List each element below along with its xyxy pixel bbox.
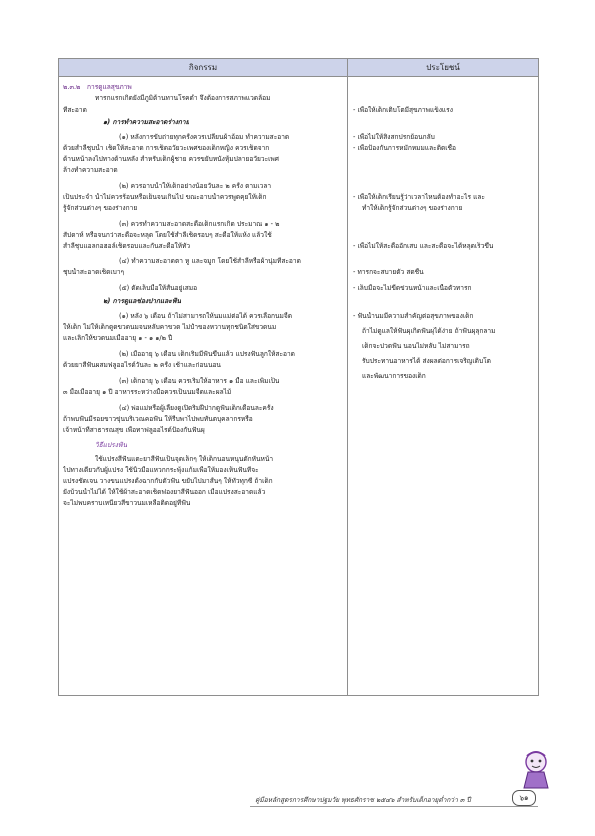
- footer-rule: [250, 806, 538, 807]
- text-line: (๔) ทำความสะอาดตา หู และจมูก โดยใช้สำลีหรือผ้านุ่มที่สะอาด: [119, 257, 301, 265]
- table-row: [59, 77, 539, 696]
- benefit-item: - ทารกจะสบายตัว สดชื่น: [353, 268, 424, 276]
- text-line: (๕) ตัดเล็บมือให้สั้นอยู่เสมอ: [119, 284, 198, 292]
- brushing-title: วิธีแปรงฟัน: [95, 441, 128, 449]
- text-line: ล้างทำความสะอาด: [63, 166, 118, 174]
- text-line: (๑) หลังการขับถ่ายทุกครั้งควรเปลี่ยนผ้าอ้อม ทำความสะอาด: [119, 133, 290, 141]
- text-line: ไปทางเดียวกับผู้แปรง ใช้นิ้วมือแหวกกระพุ้งแก้มเพื่อให้มองเห็นฟันที่จะ: [63, 466, 259, 474]
- text-line: เป็นประจำ น้ำไม่ควรร้อนหรือเย็นจนเกินไป ขณะอาบน้ำควรพูดคุยให้เด็ก: [63, 193, 267, 201]
- benefit-item-cont: และพัฒนาการของเด็ก: [362, 372, 426, 380]
- text-line: ๓ มื้อเมื่ออายุ ๑ ปี อาหารระหว่างมื้อควรเป็นนมจืดและผลไม้: [63, 388, 232, 396]
- benefit-item: - เพื่อไม่ให้สิ่งสกปรกย้อนกลับ: [353, 133, 435, 141]
- benefit-item: - ฟันน้ำนมมีความสำคัญต่อสุขภาพของเด็ก: [353, 312, 474, 320]
- text-line: (๒) เมื่ออายุ ๖ เดือน เด็กเริ่มมีฟันขึ้นแล้ว แปรงฟันลูกให้สะอาด: [119, 350, 295, 358]
- benefit-item: - เพื่อให้เด็กเรียนรู้ว่าเวลาไหนต้องทำอะไร และ: [353, 193, 485, 201]
- header-benefit: ประโยชน์: [348, 59, 539, 77]
- text-line: และเลิกให้ขวดนมเมื่ออายุ ๑ - ๑ ๑/๒ ปี: [63, 334, 173, 342]
- child-mascot-icon: [516, 748, 556, 796]
- benefit-item: - เพื่อไม่ให้สะดืออักเสบ และสะดือจะได้หลุดเร็วขึ้น: [353, 242, 494, 250]
- text-line: ยังบ้วนน้ำไม่ได้ ให้ใช้ผ้าสะอาดเช็ดฟองยาสีฟันออก เมื่อแปรงสะอาดแล้ว: [63, 488, 266, 496]
- table-header-row: [59, 59, 539, 77]
- benefit-item-cont: ถ้าไม่ดูแลให้ฟันผุเกิดฟันผุได้ง่าย ถ้าฟันผุลุกลาม: [362, 327, 496, 335]
- text-line: ด้วยสำลีชุบน้ำ เช็ดให้สะอาด การเช็ดอวัยวะเพศของเด็กหญิง ควรเช็ดจาก: [63, 144, 270, 152]
- text-line: (๓) ควรทำความสะอาดสะดือเด็กแรกเกิด ประมาณ ๑ - ๒: [119, 220, 280, 228]
- section-title: การดูแลสุขภาพ: [87, 83, 132, 91]
- benefit-item: - เล็บมือจะไม่ขีดข่วนหน้าและเนื้อตัวทารก: [353, 284, 472, 292]
- text-line: สำลีชุบแอลกอฮอล์เช็ดรอบและกันสะดือให้ทั่ว: [63, 242, 191, 250]
- activity-cell: [59, 77, 348, 696]
- intro-line-1: ทารกแรกเกิดยังมีภูมิต้านทานโรคต่ำ จึงต้องการสภาพแวดล้อม: [95, 94, 271, 102]
- text-line: ด้วยยาสีฟันผสมฟลูออไรด์วันละ ๒ ครั้ง เช้าและก่อนนอน: [63, 361, 221, 369]
- text-line: ให้เด็ก ไม่ให้เด็กดูดขวดนมจนหลับคาขวด ไม่ปำของหวานทุกชนิดใส่ขวดนม: [63, 323, 277, 331]
- text-line: สัปดาห์ หรือจนกว่าสะดือจะหลุด โดยใช้สำลีเช็ดรอบๆ สะดือให้แห้ง แล้วใช้: [63, 231, 272, 239]
- subsection-oral-care: ๒) การดูแลช่องปากและฟัน: [103, 297, 182, 305]
- text-line: (๔) พ่อแม่หรือผู้เลี้ยงดูเปิดริมฝีปากดูฟันเด็กเดือนละครั้ง: [119, 404, 274, 412]
- benefit-item-cont: รับประทานอาหารได้ ส่งผลต่อการเจริญเติบโต: [362, 357, 491, 365]
- benefit-item: - เพื่อให้เด็กเติบโตมีสุขภาพแข็งแรง: [353, 106, 453, 114]
- benefit-item-cont: เด็กจะปวดฟัน นอนไม่หลับ ไม่สามารถ: [362, 342, 470, 350]
- benefit-cell: [348, 77, 539, 696]
- subsection-body-cleaning: ๑) การทำความสะอาดร่างกาย: [103, 118, 190, 126]
- text-line: (๓) เด็กอายุ ๖ เดือน ควรเริ่มให้อาหาร ๑ มื้อ และเพิ่มเป็น: [119, 377, 280, 385]
- benefit-item-cont: ทำให้เด็กรู้จักส่วนต่างๆ ของร่างกาย: [362, 204, 463, 212]
- text-line: ด้านหน้าลงไปทางด้านหลัง สำหรับเด็กผู้ชาย ควรขยับหนังหุ้มปลายอวัยวะเพศ: [63, 155, 279, 163]
- benefit-item: - เพื่อป้องกันการหมักหมมและติดเชื้อ: [353, 144, 456, 152]
- text-line: ชุบน้ำสะอาดเช็ดเบาๆ: [63, 268, 125, 276]
- footer-text: คู่มือหลักสูตรการศึกษาปฐมวัย พุทธศักราช ๒๕๔๖ สำหรับเด็กอายุต่ำกว่า ๓ ปี: [255, 796, 471, 804]
- text-line: ใช้แปรงสีฟันแตะยาสีฟันเป็นจุดเล็กๆ ให้เด็กนอนหนุนตักหันหน้า: [95, 455, 274, 463]
- activity-table: [58, 58, 539, 696]
- text-line: รู้จักส่วนต่างๆ ของร่างกาย: [63, 204, 138, 212]
- text-line: แปรงชัดเจน วางขนแปรงตั้งฉากกับตัวฟัน ขยับไปมาสั้นๆ ให้ทั่วทุกซี่ ถ้าเด็ก: [63, 477, 273, 485]
- text-line: จะไม่พบคราบเหนียวสีขาวนมเหลือติดอยู่ที่ฟัน: [63, 499, 191, 507]
- header-activity: กิจกรรม: [59, 59, 348, 77]
- text-line: เจ้าหน้าที่สาธารณสุข เพื่อทาฟลูออไรด์ป้องกันฟันผุ: [63, 426, 205, 434]
- text-line: (๒) ควรอาบน้ำให้เด็กอย่างน้อยวันละ ๒ ครั้ง ตามเวลา: [119, 182, 272, 190]
- page-number: ๖๑: [512, 790, 536, 806]
- intro-line-2: ที่สะอาด: [63, 106, 87, 114]
- text-line: ถ้าพบฟันมีรอยขาวขุ่นบริเวณคอฟัน ให้รีบพาไปพบทันตบุคลากรหรือ: [63, 415, 253, 423]
- text-line: (๑) หลัง ๖ เดือน ถ้าไม่สามารถให้นมแม่ต่อได้ ควรเลือกนมจืด: [119, 312, 293, 320]
- section-number: ๒.๓.๒: [63, 83, 81, 91]
